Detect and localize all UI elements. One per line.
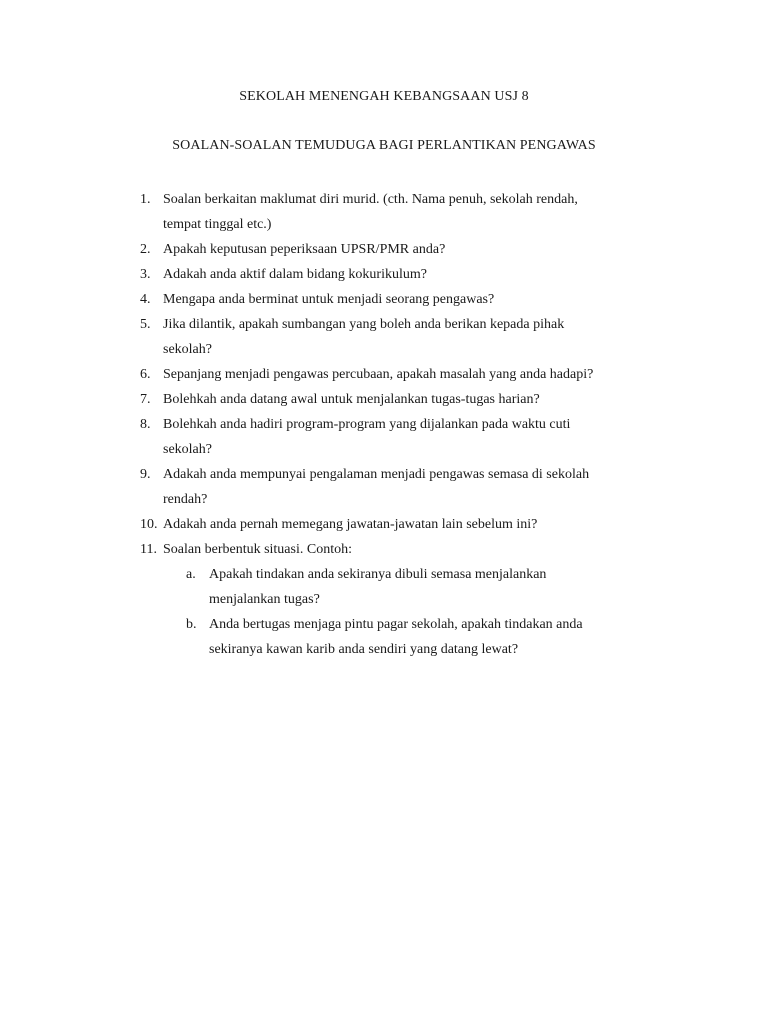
- sub-question-list: [0, 562, 768, 662]
- question-item: [0, 312, 768, 362]
- question-item: [0, 262, 768, 287]
- sub-question-text-line: menjalankan tugas?: [209, 592, 320, 607]
- question-number: 1.: [140, 192, 151, 207]
- question-item: [0, 387, 768, 412]
- sub-question-item: [0, 562, 768, 612]
- sub-question-item: [0, 612, 768, 662]
- question-text-line: sekolah?: [163, 342, 212, 357]
- question-item: [0, 287, 768, 312]
- question-item: [0, 412, 768, 462]
- question-item: [0, 187, 768, 237]
- document-heading: SOALAN-SOALAN TEMUDUGA BAGI PERLANTIKAN PENGAWAS: [172, 138, 596, 153]
- sub-question-letter: b.: [186, 617, 197, 632]
- question-item: [0, 512, 768, 537]
- question-item: [0, 362, 768, 387]
- question-text-line: tempat tinggal etc.): [163, 217, 272, 232]
- question-text-line: Soalan berkaitan maklumat diri murid. (cth. Nama penuh, sekolah rendah,: [163, 192, 578, 207]
- sub-question-letter: a.: [186, 567, 196, 582]
- question-text-line: Soalan berbentuk situasi. Contoh:: [163, 542, 352, 557]
- question-number: 11.: [140, 542, 157, 557]
- question-number: 3.: [140, 267, 151, 282]
- question-text-line: Adakah anda aktif dalam bidang kokurikulum?: [163, 267, 427, 282]
- question-number: 5.: [140, 317, 151, 332]
- question-text-line: Bolehkah anda datang awal untuk menjalankan tugas-tugas harian?: [163, 392, 540, 407]
- sub-question-text-line: sekiranya kawan karib anda sendiri yang datang lewat?: [209, 642, 519, 657]
- question-number: 4.: [140, 292, 151, 307]
- question-number: 10.: [140, 517, 158, 532]
- question-list: [0, 187, 768, 662]
- question-number: 6.: [140, 367, 151, 382]
- question-text-line: sekolah?: [163, 442, 212, 457]
- question-item: [0, 537, 768, 662]
- question-text-line: Jika dilantik, apakah sumbangan yang boleh anda berikan kepada pihak: [163, 317, 565, 332]
- question-text-line: Adakah anda mempunyai pengalaman menjadi pengawas semasa di sekolah: [163, 467, 590, 482]
- question-number: 2.: [140, 242, 151, 257]
- question-text-line: Mengapa anda berminat untuk menjadi seorang pengawas?: [163, 292, 495, 307]
- question-number: 8.: [140, 417, 151, 432]
- question-text-line: Adakah anda pernah memegang jawatan-jawatan lain sebelum ini?: [163, 517, 538, 532]
- question-item: [0, 237, 768, 262]
- sub-question-text-line: Anda bertugas menjaga pintu pagar sekolah, apakah tindakan anda: [209, 617, 583, 632]
- question-number: 7.: [140, 392, 151, 407]
- question-text-line: Sepanjang menjadi pengawas percubaan, apakah masalah yang anda hadapi?: [163, 367, 594, 382]
- question-text-line: Bolehkah anda hadiri program-program yang dijalankan pada waktu cuti: [163, 417, 571, 432]
- sub-question-text-line: Apakah tindakan anda sekiranya dibuli semasa menjalankan: [209, 567, 547, 582]
- school-name: SEKOLAH MENENGAH KEBANGSAAN USJ 8: [239, 89, 529, 104]
- question-text-line: rendah?: [163, 492, 208, 507]
- question-item: [0, 462, 768, 512]
- question-number: 9.: [140, 467, 151, 482]
- question-text-line: Apakah keputusan peperiksaan UPSR/PMR anda?: [163, 242, 446, 257]
